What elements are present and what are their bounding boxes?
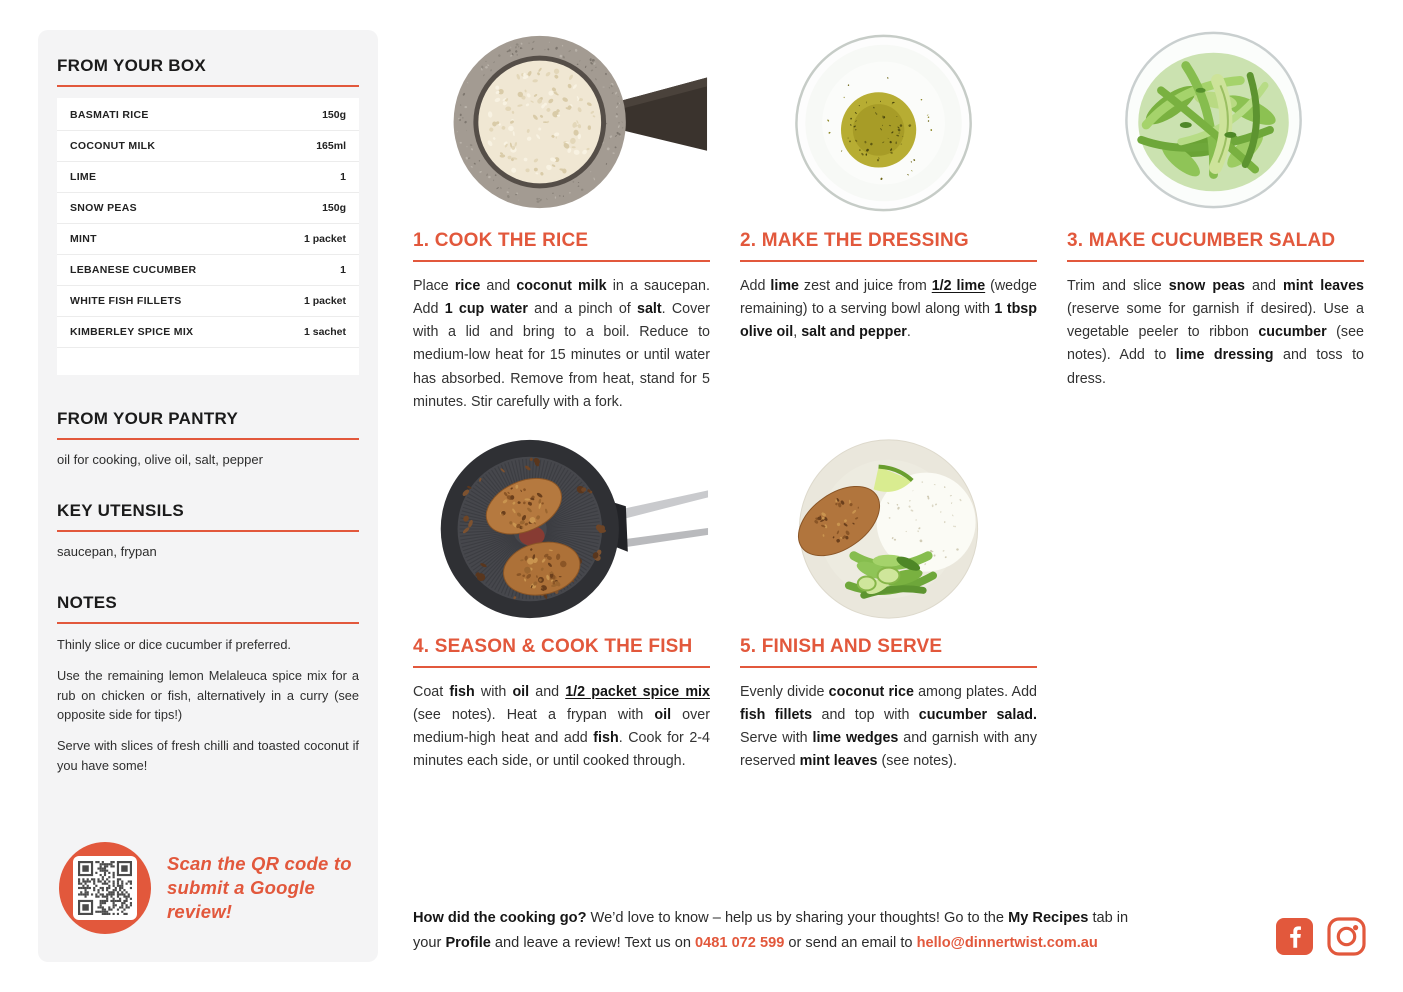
- table-row: [57, 131, 359, 162]
- ingredient-name: LEBANESE CUCUMBER: [70, 264, 197, 276]
- key-utensils-title: KEY UTENSILS: [57, 501, 359, 532]
- ingredient-qty: 1: [340, 171, 346, 183]
- table-row: [57, 162, 359, 193]
- notes-title: NOTES: [57, 593, 359, 624]
- step-3-card: [1067, 30, 1364, 414]
- ingredient-qty: 1 packet: [303, 295, 346, 307]
- ingredient-name: COCONUT MILK: [70, 140, 156, 152]
- social-links: [1276, 916, 1367, 957]
- ingredient-qty: 150g: [322, 109, 346, 121]
- table-row: [57, 193, 359, 224]
- contact-link[interactable]: 0481 072 599: [695, 934, 785, 951]
- rice-saucepan-illustration: [413, 30, 710, 215]
- ingredient-qty: 1: [340, 264, 346, 276]
- ingredient-name: WHITE FISH FILLETS: [70, 295, 182, 307]
- table-row: [57, 317, 359, 348]
- recipe-steps: [413, 30, 1365, 774]
- cucumber-salad-illustration: [1067, 30, 1364, 215]
- table-row: [57, 100, 359, 131]
- qr-modules: [78, 861, 132, 915]
- step-5-card: [740, 436, 1037, 774]
- ingredient-name: KIMBERLEY SPICE MIX: [70, 326, 194, 338]
- google-review-block: [57, 842, 359, 942]
- step-title: 4. SEASON & COOK THE FISH: [413, 636, 710, 668]
- note-paragraph: Serve with slices of fresh chilli and toasted coconut if you have some!: [57, 738, 359, 774]
- table-row: [57, 224, 359, 255]
- ingredient-qty: 150g: [322, 202, 346, 214]
- contact-link[interactable]: hello@dinnertwist.com.au: [916, 934, 1098, 951]
- qr-code-icon: [78, 861, 132, 915]
- fish-frypan-illustration: [413, 436, 710, 621]
- ingredients-table: [57, 98, 359, 375]
- step-4-card: [413, 436, 710, 774]
- ingredient-qty: 1 sachet: [303, 326, 346, 338]
- ingredient-name: SNOW PEAS: [70, 202, 137, 214]
- facebook-icon[interactable]: [1276, 918, 1313, 955]
- step-instructions: Place rice and coconut milk in a saucepan. Add 1 cup water and a pinch of salt. Cover with a lid and bring to a boil. Reduce to medium-low heat for 15 minutes or until water has absorbed. Remove from heat, stand for 5 minutes. Stir carefully with a fork.: [413, 278, 710, 410]
- ingredient-name: BASMATI RICE: [70, 109, 149, 121]
- from-your-box-title: FROM YOUR BOX: [57, 56, 359, 87]
- photo-step-1-rice-saucepan: [413, 30, 710, 215]
- step-instructions: Trim and slice snow peas and mint leaves (reserve some for garnish if desired). Use a vegetable peeler to ribbon cucumber (see notes). Add to lime dressing and toss to dress.: [1067, 278, 1365, 387]
- ingredient-name: MINT: [70, 233, 97, 245]
- instagram-icon[interactable]: [1326, 916, 1367, 957]
- step-title: 5. FINISH AND SERVE: [740, 636, 1037, 668]
- table-row: [57, 255, 359, 286]
- step-2-card: [740, 30, 1037, 414]
- step-1-card: [413, 30, 710, 414]
- utensils-items: saucepan, frypan: [57, 544, 157, 559]
- photo-step-3-cucumber-salad: [1067, 30, 1364, 215]
- qr-caption: Scan the QR code to submit a Google review!: [167, 852, 352, 923]
- ingredient-qty: 1 packet: [303, 233, 346, 245]
- plated-dish-illustration: [740, 436, 1037, 621]
- qr-code: [59, 842, 151, 934]
- step-instructions: Add lime zest and juice from 1/2 lime (wedge remaining) to a serving bowl along with 1 tbsp olive oil, salt and pepper.: [740, 278, 1037, 341]
- dressing-bowl-illustration: [740, 30, 1037, 215]
- step-title: 3. MAKE CUCUMBER SALAD: [1067, 230, 1364, 262]
- note-paragraph: Thinly slice or dice cucumber if preferred.: [57, 637, 291, 652]
- ingredient-qty: 165ml: [316, 140, 346, 152]
- from-your-pantry-title: FROM YOUR PANTRY: [57, 409, 359, 440]
- step-instructions: Coat fish with oil and 1/2 packet spice mix (see notes). Heat a frypan with oil over medium-high heat and add fish. Cook for 2-4 minutes each side, or until cooked through.: [413, 683, 710, 770]
- table-row: [57, 286, 359, 317]
- ingredient-name: LIME: [70, 171, 97, 183]
- step-title: 2. MAKE THE DRESSING: [740, 230, 1037, 262]
- photo-step-4-fish-frypan: [413, 436, 710, 621]
- photo-step-5-plated-dish: [740, 436, 1037, 621]
- pantry-items: oil for cooking, olive oil, salt, pepper: [57, 452, 263, 467]
- photo-step-2-dressing-bowl: [740, 30, 1037, 215]
- step-instructions: Evenly divide coconut rice among plates. Add fish fillets and top with cucumber salad. Serve with lime wedges and garnish with any reserved mint leaves (see notes).: [740, 683, 1038, 770]
- ingredients-sidebar: [38, 30, 378, 962]
- feedback-footer: How did the cooking go? We’d love to know – help us by sharing your thoughts! Go to the My Recipes tab in your Profile and leave a review! Text us on 0481 072 599 or send an email to hello@dinnertwist.com.au: [413, 910, 1129, 951]
- note-paragraph: Use the remaining lemon Melaleuca spice mix for a rub on chicken or fish, alternatively in a curry (see opposite side for tips!): [57, 667, 359, 723]
- step-title: 1. COOK THE RICE: [413, 230, 710, 262]
